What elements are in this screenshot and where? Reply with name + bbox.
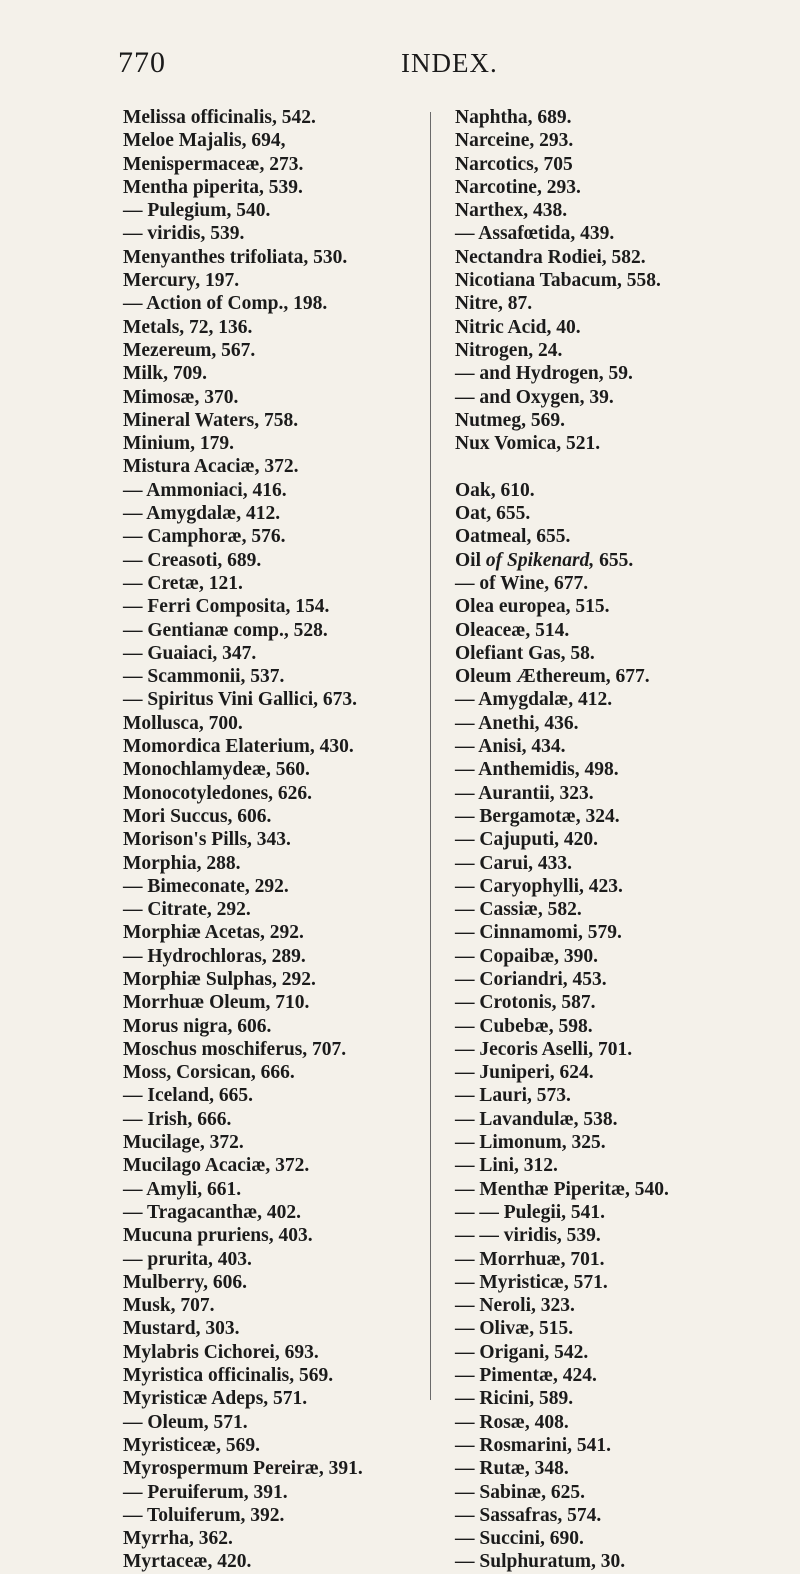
index-entry: — Toluiferum, 392. [123, 1504, 285, 1526]
index-entry: Mineral Waters, 758. [123, 409, 299, 431]
index-entry: — Jecoris Aselli, 701. [455, 1038, 633, 1060]
index-entry: Oleum Æthereum, 677. [455, 666, 650, 688]
section-gap [455, 455, 785, 478]
index-entry: — and Oxygen, 39. [455, 386, 614, 408]
index-entry: — and Hydrogen, 59. [455, 363, 633, 385]
index-entry: — Caryophylli, 423. [455, 875, 623, 897]
index-entry: — — Pulegii, 541. [455, 1201, 606, 1223]
index-entry: — Anthemidis, 498. [455, 759, 619, 781]
index-entry: Morphiæ Sulphas, 292. [123, 968, 316, 990]
index-entry: Mistura Acaciæ, 372. [123, 456, 299, 478]
index-entry: — — viridis, 539. [455, 1225, 601, 1247]
index-entry: Narcotics, 705 [455, 153, 573, 175]
index-entry: — prurita, 403. [123, 1248, 252, 1270]
index-entry: Momordica Elaterium, 430. [123, 736, 354, 758]
index-entry: — Ferri Composita, 154. [123, 596, 330, 618]
index-entry: Mucilage, 372. [123, 1132, 244, 1154]
index-entry: — Amyli, 661. [123, 1178, 242, 1200]
index-entry: — Lauri, 573. [455, 1085, 571, 1107]
index-entry: Olea europea, 515. [455, 596, 610, 618]
index-entry: Milk, 709. [123, 363, 207, 385]
index-entry: — Amygdalæ, 412. [455, 689, 613, 711]
column-divider [430, 112, 431, 1400]
index-entry: — Menthæ Piperitæ, 540. [455, 1178, 669, 1200]
index-entry: Menyanthes trifoliata, 530. [123, 246, 348, 268]
index-entry: — Anisi, 434. [455, 736, 566, 758]
index-entry: — Morrhuæ, 701. [455, 1248, 605, 1270]
index-entry: — Pulegium, 540. [123, 200, 271, 222]
index-entry: Oatmeal, 655. [455, 526, 571, 548]
index-entry: Mimosæ, 370. [123, 386, 239, 408]
index-entry: Menispermaceæ, 273. [123, 153, 304, 175]
index-entry: Morus nigra, 606. [123, 1015, 272, 1037]
index-entry: — Ricini, 589. [455, 1388, 574, 1410]
index-entry: Olefiant Gas, 58. [455, 642, 595, 664]
index-entry: Mylabris Cichorei, 693. [123, 1341, 319, 1363]
index-entry: — Origani, 542. [455, 1341, 589, 1363]
index-entry: — Cassiæ, 582. [455, 899, 582, 921]
index-entry: — Cubebæ, 598. [455, 1015, 593, 1037]
index-entry: Metals, 72, 136. [123, 316, 253, 338]
index-entry: — Ammoniaci, 416. [123, 479, 287, 501]
index-entry: Minium, 179. [123, 433, 235, 455]
index-entry: — Sulphuratum, 30. [455, 1551, 626, 1573]
index-entry: Moschus moschiferus, 707. [123, 1038, 347, 1060]
index-entry: Oat, 655. [455, 503, 531, 525]
index-entry: Mucuna pruriens, 403. [123, 1225, 313, 1247]
index-entry: Nitrogen, 24. [455, 339, 563, 361]
index-entry: — Iceland, 665. [123, 1085, 254, 1107]
index-entry: Musk, 707. [123, 1295, 215, 1317]
index-entry: — Pimentæ, 424. [455, 1365, 597, 1387]
index-entry: Mustard, 303. [123, 1318, 240, 1340]
index-entry: — Irish, 666. [123, 1108, 232, 1130]
page-number: 770 [118, 46, 166, 79]
index-entry: — Juniperi, 624. [455, 1062, 594, 1084]
index-entry: — Sassafras, 574. [455, 1504, 602, 1526]
index-entry: Monocotyledones, 626. [123, 782, 313, 804]
index-entry: Myristica officinalis, 569. [123, 1365, 334, 1387]
index-entry: — Coriandri, 453. [455, 968, 607, 990]
index-entry: Meloe Majalis, 694, [123, 130, 286, 152]
index-entry: Narceine, 293. [455, 130, 574, 152]
oil-entry-start: Oil [455, 549, 486, 571]
index-entry: Myristicæ Adeps, 571. [123, 1388, 308, 1410]
index-entry: — Copaibæ, 390. [455, 945, 599, 967]
index-entry: — Amygdalæ, 412. [123, 503, 281, 525]
index-entry: — Gentianæ comp., 528. [123, 619, 328, 641]
index-entry: Moss, Corsican, 666. [123, 1062, 295, 1084]
index-entry: Morphiæ Acetas, 292. [123, 922, 304, 944]
index-entry: Myrtaceæ, 420. [123, 1551, 252, 1573]
index-entry: Mezereum, 567. [123, 339, 256, 361]
index-entry: Nux Vomica, 521. [455, 433, 601, 455]
index-entry: — Lini, 312. [455, 1155, 558, 1177]
index-entry: — Spiritus Vini Gallici, 673. [123, 689, 358, 711]
index-entry: Monochlamydeæ, 560. [123, 759, 310, 781]
index-entry: — Peruiferum, 391. [123, 1481, 288, 1503]
index-entry: — Citrate, 292. [123, 899, 251, 921]
page-header [118, 46, 718, 82]
index-entry: — Aurantii, 323. [455, 782, 594, 804]
index-column-left [123, 106, 428, 1574]
index-entry: — Hydrochloras, 289. [123, 945, 306, 967]
index-entry: — Bergamotæ, 324. [455, 805, 620, 827]
oil-entry-italic: of Spikenard, [485, 549, 595, 571]
index-entry: Oak, 610. [455, 479, 535, 501]
index-entry: — Action of Comp., 198. [123, 293, 328, 315]
running-head-title: INDEX. [401, 48, 498, 78]
index-entry: — Anethi, 436. [455, 712, 579, 734]
index-entry: Mucilago Acaciæ, 372. [123, 1155, 310, 1177]
index-entry: Narthex, 438. [455, 200, 568, 222]
index-entry: — Oleum, 571. [123, 1411, 248, 1433]
index-entry: Morphia, 288. [123, 852, 241, 874]
index-entry: — Lavandulæ, 538. [455, 1108, 618, 1130]
oil-entry-end: 655. [594, 549, 634, 571]
index-entry: — Neroli, 323. [455, 1295, 575, 1317]
index-entry: Nicotiana Tabacum, 558. [455, 270, 661, 292]
index-entry: — Creasoti, 689. [123, 549, 262, 571]
index-entry: Myristiceæ, 569. [123, 1434, 260, 1456]
index-entry: Mulberry, 606. [123, 1271, 248, 1293]
index-entry: Nutmeg, 569. [455, 409, 565, 431]
index-entry: — Camphoræ, 576. [123, 526, 286, 548]
index-entry: Morrhuæ Oleum, 710. [123, 992, 310, 1014]
index-entry: — Olivæ, 515. [455, 1318, 574, 1340]
index-entry: — Rosmarini, 541. [455, 1434, 611, 1456]
index-entry: — Cretæ, 121. [123, 572, 243, 594]
index-entry: — Assafœtida, 439. [455, 223, 615, 245]
index-entry: — Bimeconate, 292. [123, 875, 289, 897]
index-entry: — Rosæ, 408. [455, 1411, 569, 1433]
index-entry: Myrrha, 362. [123, 1528, 233, 1550]
index-entry: — Rutæ, 348. [455, 1458, 569, 1480]
index-entry: — Scammonii, 537. [123, 666, 285, 688]
index-entry: — Cinnamomi, 579. [455, 922, 622, 944]
index-entry: — Guaiaci, 347. [123, 642, 257, 664]
index-entry: Mollusca, 700. [123, 712, 243, 734]
index-entry: Mentha piperita, 539. [123, 176, 303, 198]
index-entry: Oleaceæ, 514. [455, 619, 570, 641]
index-entry: — Succini, 690. [455, 1528, 584, 1550]
index-entry: — of Wine, 677. [455, 572, 589, 594]
index-entry: Melissa officinalis, 542. [123, 107, 316, 128]
index-entry: — Carui, 433. [455, 852, 572, 874]
index-entry: Nectandra Rodiei, 582. [455, 246, 646, 268]
index-entry: Naphtha, 689. [455, 107, 572, 128]
index-entry: Morison's Pills, 343. [123, 829, 291, 851]
index-entry: Mercury, 197. [123, 270, 240, 292]
index-entry: Narcotine, 293. [455, 176, 581, 198]
index-entry: — Myristicæ, 571. [455, 1271, 608, 1293]
index-entry: Nitric Acid, 40. [455, 316, 581, 338]
index-entry [455, 549, 785, 572]
index-entry: Mori Succus, 606. [123, 805, 272, 827]
index-entry: — viridis, 539. [123, 223, 245, 245]
index-entry: — Limonum, 325. [455, 1132, 606, 1154]
index-entry: — Sabinæ, 625. [455, 1481, 586, 1503]
index-column-right [455, 106, 785, 1574]
index-entry: — Crotonis, 587. [455, 992, 596, 1014]
index-entry: — Tragacanthæ, 402. [123, 1201, 302, 1223]
index-entry: — Cajuputi, 420. [455, 829, 599, 851]
index-entry: Nitre, 87. [455, 293, 533, 315]
index-entry: Myrospermum Pereiræ, 391. [123, 1458, 363, 1480]
